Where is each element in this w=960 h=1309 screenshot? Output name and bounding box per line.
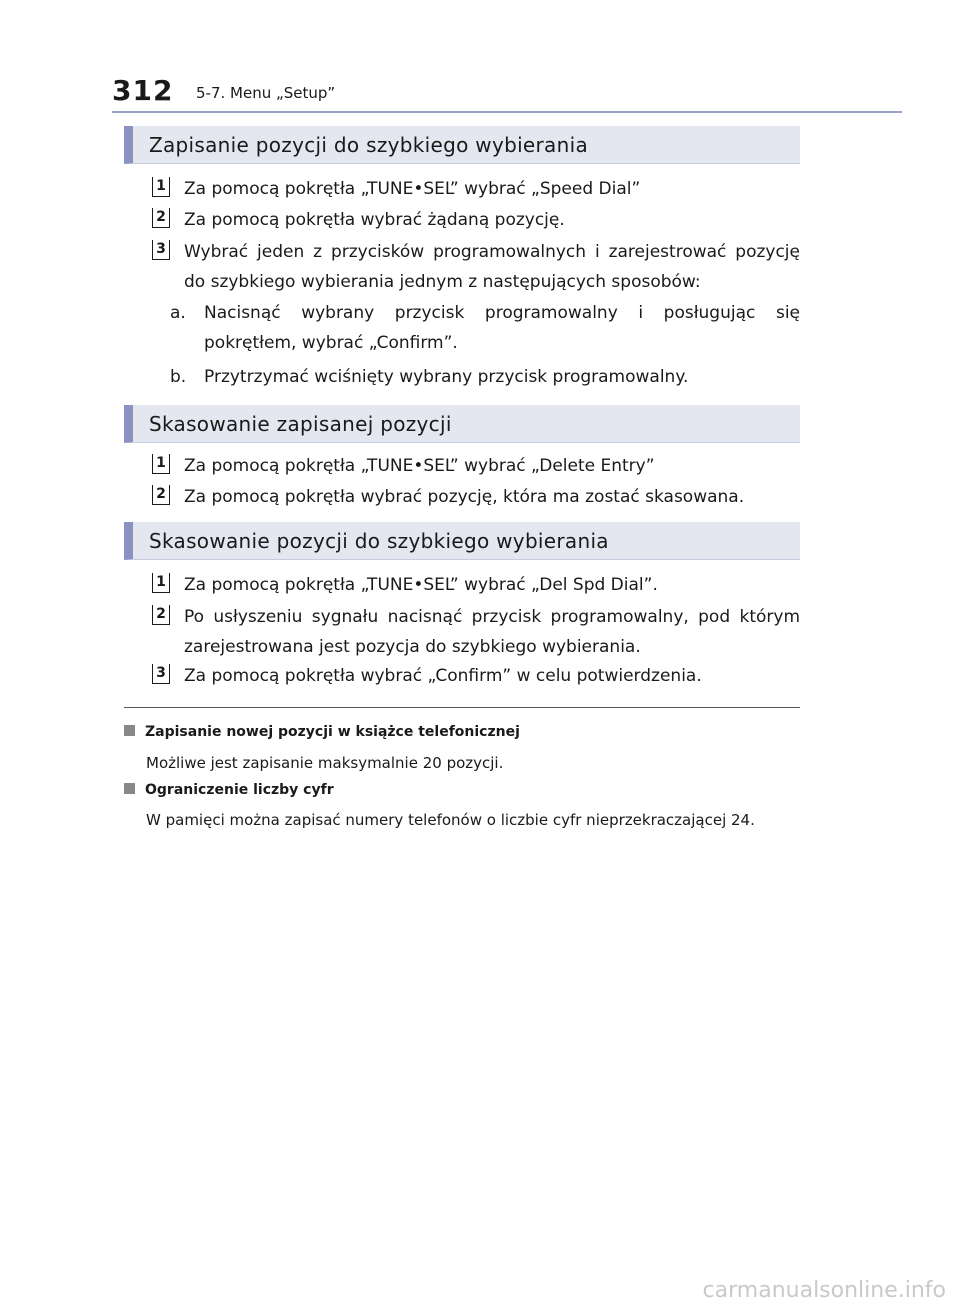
step-text: Za pomocą pokrętła wybrać pozycję, która ma zostać skasowana.	[184, 487, 745, 507]
step-number: 2	[152, 485, 170, 505]
step-text: Za pomocą pokrętła wybrać żądaną pozycję.	[184, 210, 565, 230]
step-number: 2	[152, 605, 170, 625]
step-number: 1	[152, 573, 170, 593]
step-text: Za pomocą pokrętła wybrać „Confirm” w celu potwierdzenia.	[184, 666, 702, 686]
section-heading-save-speed-dial	[124, 126, 800, 164]
notes-divider	[124, 707, 800, 708]
section-title: Zapisanie pozycji do szybkiego wybierania	[149, 133, 588, 157]
section-title: Skasowanie zapisanej pozycji	[149, 412, 452, 436]
section-heading-delete-entry	[124, 405, 800, 443]
square-bullet-icon	[124, 783, 135, 794]
section-heading-delete-speed-dial	[124, 522, 800, 560]
note-heading-text: Ograniczenie liczby cyfr	[145, 782, 334, 798]
step-number: 1	[152, 454, 170, 474]
step-number: 3	[152, 240, 170, 260]
watermark: carmanualsonline.info	[702, 1278, 946, 1303]
sub-item-text: Przytrzymać wciśnięty wybrany przycisk programowalny.	[204, 367, 689, 387]
step-text: Za pomocą pokrętła „TUNE•SEL” wybrać „Speed Dial”	[184, 179, 641, 199]
step-number: 3	[152, 664, 170, 684]
step-text: Po usłyszeniu sygnału nacisnąć przycisk programowalny, pod którym zarejestrowana jest pozycja do szybkiego wybierania.	[184, 607, 800, 657]
page-header	[0, 0, 960, 120]
step-number: 1	[152, 177, 170, 197]
step-text: Wybrać jeden z przycisków programowalnych i zarejestrować pozycję do szybkiego wybierania jednym z następujących sposobów:	[184, 242, 800, 292]
note-heading	[124, 724, 520, 740]
header-rule	[112, 111, 902, 113]
step-text: Za pomocą pokrętła „TUNE•SEL” wybrać „Delete Entry”	[184, 456, 655, 476]
section-title: Skasowanie pozycji do szybkiego wybierania	[149, 529, 609, 553]
sub-item-letter: b.	[170, 367, 187, 387]
sub-item-letter: a.	[170, 303, 186, 323]
square-bullet-icon	[124, 725, 135, 736]
sub-item-text: Nacisnąć wybrany przycisk programowalny i posługując się pokrętłem, wybrać „Confirm”.	[204, 303, 800, 353]
step-text: Za pomocą pokrętła „TUNE•SEL” wybrać „Del Spd Dial”.	[184, 575, 658, 595]
page-number: 312	[112, 74, 174, 107]
note-body: Możliwe jest zapisanie maksymalnie 20 pozycji.	[146, 754, 504, 772]
chapter-title: 5-7. Menu „Setup”	[196, 84, 336, 102]
note-heading-text: Zapisanie nowej pozycji w książce telefonicznej	[145, 724, 520, 740]
note-heading	[124, 782, 334, 798]
note-body: W pamięci można zapisać numery telefonów o liczbie cyfr nieprzekraczającej 24.	[146, 811, 755, 829]
step-number: 2	[152, 208, 170, 228]
